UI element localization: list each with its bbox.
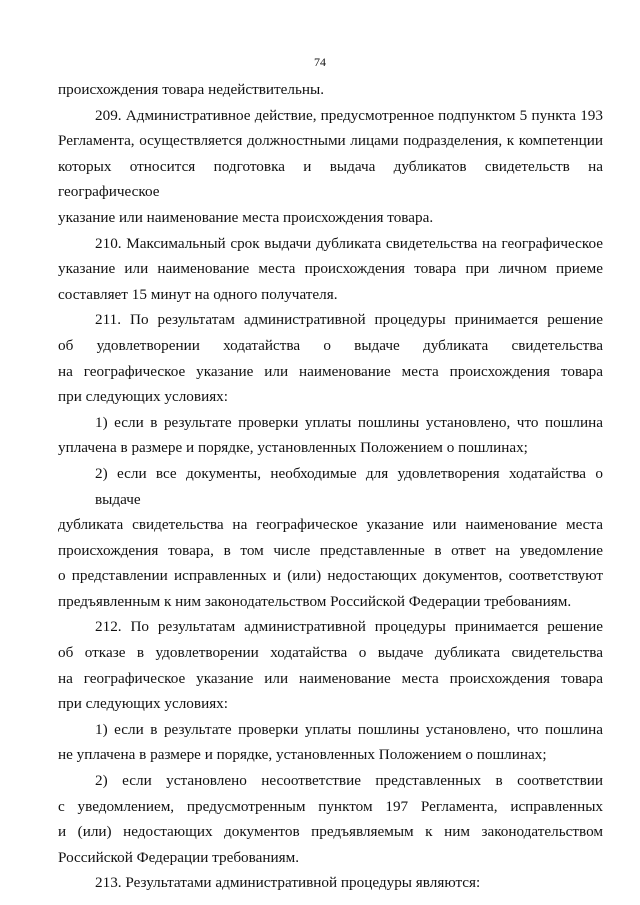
paragraph-211-line: 211. По результатам административной процедуры принимается решение	[95, 311, 603, 329]
page-number: 74	[314, 55, 326, 69]
list-item-line: 1) если в результате проверки уплаты пошлины установлено, что пошлина	[95, 413, 603, 431]
text-line: Регламента, осуществляется должностными лицами подразделения, к компетенции	[58, 132, 603, 150]
list-item-line: 2) если установлено несоответствие представленных в соответствии	[95, 772, 603, 790]
text-line: дубликата свидетельства на географическое указание или наименование места	[58, 516, 603, 534]
text-line: об удовлетворении ходатайства о выдаче дубликата свидетельства	[58, 336, 603, 354]
text-line: при следующих условиях:	[58, 695, 228, 713]
paragraph-213-line: 213. Результатами административной процедуры являются:	[95, 874, 481, 892]
text-line: указание или наименование места происхождения товара.	[58, 208, 434, 226]
text-line: об отказе в удовлетворении ходатайства о выдаче дубликата свидетельства	[58, 644, 603, 662]
text-line: которых относится подготовка и выдача дубликатов свидетельств на географическое	[58, 157, 603, 201]
paragraph-212-line: 212. По результатам административной процедуры принимается решение	[95, 618, 603, 636]
text-line: на географическое указание или наименование места происхождения товара	[58, 669, 603, 687]
text-line: указание или наименование места происхождения товара при личном приеме	[58, 260, 603, 278]
paragraph-209-line: 209. Административное действие, предусмотренное подпунктом 5 пункта 193	[95, 106, 603, 124]
text-line: составляет 15 минут на одного получателя.	[58, 285, 338, 303]
text-line: при следующих условиях:	[58, 388, 228, 406]
list-item-line: 1) если в результате проверки уплаты пошлины установлено, что пошлина	[95, 720, 603, 738]
text-line: с уведомлением, предусмотренным пунктом 197 Регламента, исправленных	[58, 797, 603, 815]
text-line: и (или) недостающих документов предъявляемым к ним законодательством	[58, 823, 603, 841]
list-item-line: 2) если все документы, необходимые для удовлетворения ходатайства о выдаче	[95, 464, 603, 508]
text-line: происхождения товара недействительны.	[58, 81, 325, 98]
document-body	[58, 77, 603, 896]
text-line: предъявленным к ним законодательством Российской Федерации требованиям.	[58, 592, 572, 610]
text-line: на географическое указание или наименование места происхождения товара	[58, 362, 603, 380]
text-line: уплачена в размере и порядке, установленных Положением о пошлинах;	[58, 439, 528, 457]
paragraph-210-line: 210. Максимальный срок выдачи дубликата свидетельства на географическое	[95, 234, 603, 252]
text-line: происхождения товара, в том числе представленные в ответ на уведомление	[58, 541, 603, 559]
text-line: о представлении исправленных и (или) недостающих документов, соответствуют	[58, 567, 603, 585]
text-line: Российской Федерации требованиям.	[58, 848, 300, 866]
text-line: не уплачена в размере и порядке, установленных Положением о пошлинах;	[58, 746, 547, 764]
